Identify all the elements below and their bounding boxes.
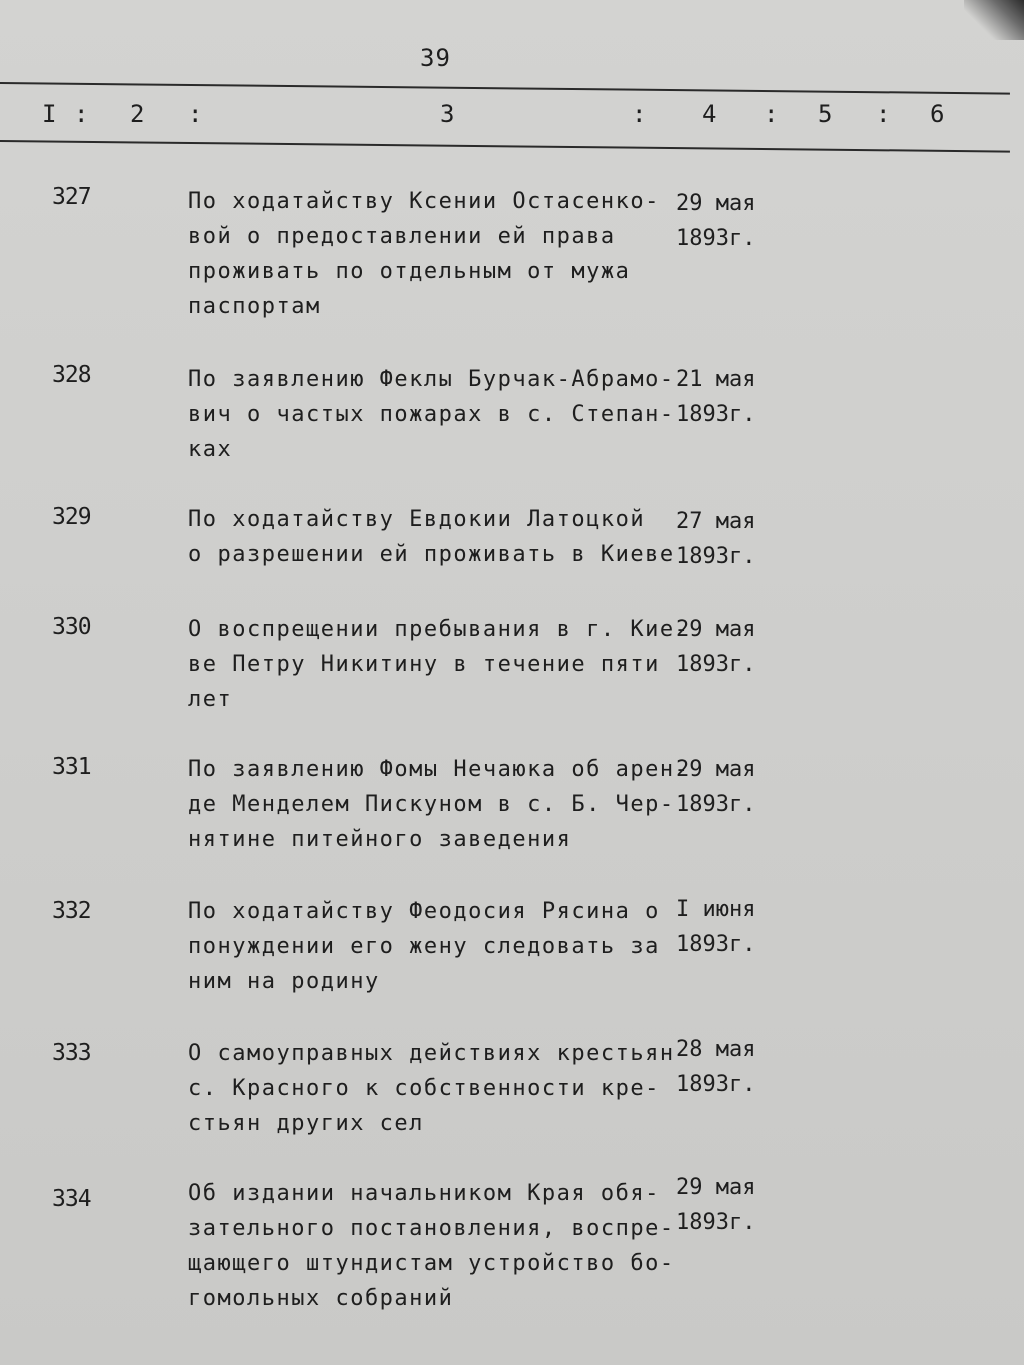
entry-date-line: 1893г. [676, 226, 756, 251]
entry-line: ве Петру Никитину в течение пяти [188, 652, 660, 677]
entry-number: 331 [52, 754, 91, 780]
entry-line: вой о предоставлении ей права [188, 224, 616, 249]
entry-date [676, 362, 806, 432]
entry-line: По заявлению Феклы Бурчак-Абрамо- [188, 367, 675, 392]
entry-line: По заявлению Фомы Нечаюка об арен- [188, 757, 690, 782]
entry-line: зательного постановления, воспре- [188, 1216, 675, 1241]
entry-line: ним на родину [188, 969, 380, 994]
entry-date [676, 186, 806, 256]
entry-description [188, 612, 688, 717]
entry-line: понуждении его жену следовать за [188, 934, 660, 959]
entry-date [676, 504, 806, 574]
entry-date-line: 27 мая [676, 509, 756, 534]
column-header-5: 5 [818, 100, 833, 128]
entry-date-line: 29 мая [676, 617, 756, 642]
entry-line: нятине питейного заведения [188, 827, 572, 852]
entry-date-line: I июня [676, 897, 756, 922]
entry-description [188, 184, 688, 324]
entry-line: О самоуправных действиях крестьян [188, 1041, 675, 1066]
entry-line: гомольных собраний [188, 1286, 454, 1311]
entry-date-line: 1893г. [676, 652, 756, 677]
header-top-rule [0, 82, 1010, 95]
entry-number: 329 [52, 504, 91, 530]
entry-line: По ходатайству Феодосия Рясина о [188, 899, 660, 924]
entry-date [676, 612, 806, 682]
entry-line: О воспрещении пребывания в г. Кие- [188, 617, 690, 642]
entry-number: 334 [52, 1186, 91, 1212]
column-separator: : [876, 100, 891, 128]
column-separator: : [764, 100, 779, 128]
entry-date-line: 1893г. [676, 402, 756, 427]
entry-description [188, 894, 688, 999]
entry-number: 333 [52, 1040, 91, 1066]
entry-number: 332 [52, 898, 91, 924]
entry-line: ках [188, 437, 233, 462]
entry-line: о разрешении ей проживать в Киеве [188, 542, 675, 567]
entry-number: 330 [52, 614, 91, 640]
entry-date-line: 29 мая [676, 757, 756, 782]
column-separator: : [632, 100, 647, 128]
entry-date-line: 1893г. [676, 1210, 756, 1235]
entry-number: 328 [52, 362, 91, 388]
page-number: 39 [420, 44, 451, 72]
entry-date-line: 1893г. [676, 932, 756, 957]
entry-description [188, 752, 688, 857]
entry-date-line: 1893г. [676, 792, 756, 817]
entry-date [676, 1032, 806, 1102]
header-bottom-rule [0, 140, 1010, 153]
column-header-3: 3 [440, 100, 455, 128]
column-separator: : [188, 100, 203, 128]
entry-date-line: 29 мая [676, 1175, 756, 1200]
entry-date [676, 892, 806, 962]
entry-line: стьян других сел [188, 1111, 424, 1136]
entry-line: с. Красного к собственности кре- [188, 1076, 660, 1101]
entry-line: вич о частых пожарах в с. Степан- [188, 402, 675, 427]
entry-line: По ходатайству Ксении Остасенко- [188, 189, 660, 214]
column-header-4: 4 [702, 100, 717, 128]
entry-line: паспортам [188, 294, 321, 319]
column-separator: : [74, 100, 89, 128]
entry-line: проживать по отдельным от мужа [188, 259, 631, 284]
entry-description [188, 1176, 688, 1316]
entry-description [188, 362, 688, 467]
entry-description [188, 502, 688, 572]
entry-date-line: 1893г. [676, 544, 756, 569]
entry-date-line: 1893г. [676, 1072, 756, 1097]
entry-line: По ходатайству Евдокии Латоцкой [188, 507, 646, 532]
entry-line: лет [188, 687, 233, 712]
page-corner-shadow [964, 0, 1024, 40]
entry-line: щающего штундистам устройство бо- [188, 1251, 675, 1276]
entry-date-line: 21 мая [676, 367, 756, 392]
entry-line: де Менделем Пискуном в с. Б. Чер- [188, 792, 675, 817]
column-header-2: 2 [130, 100, 145, 128]
entry-date [676, 752, 806, 822]
entry-date [676, 1170, 806, 1240]
entry-line: Об издании начальником Края обя- [188, 1181, 660, 1206]
entry-number: 327 [52, 184, 91, 210]
entry-date-line: 29 мая [676, 191, 756, 216]
column-header-6: 6 [930, 100, 945, 128]
entry-description [188, 1036, 688, 1141]
column-header-1: I [42, 100, 57, 128]
entry-date-line: 28 мая [676, 1037, 756, 1062]
